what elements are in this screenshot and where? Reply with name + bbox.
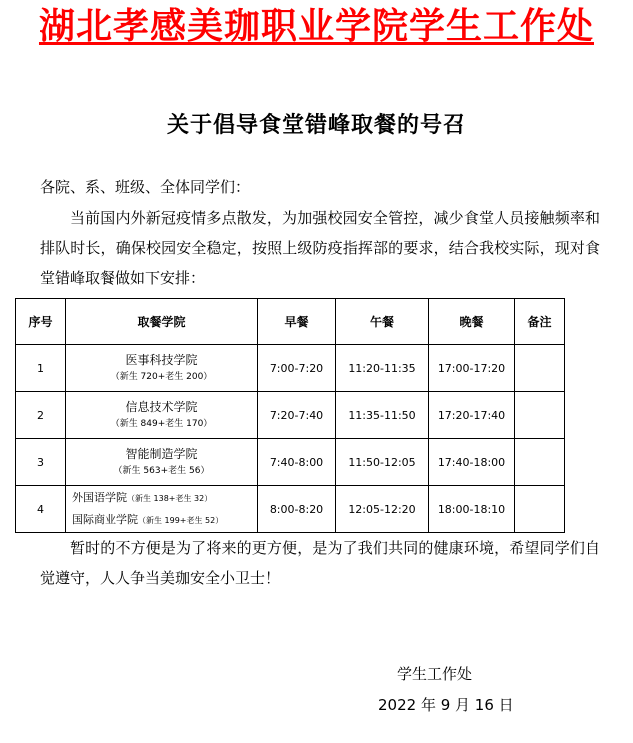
intro-paragraph: 当前国内外新冠疫情多点散发，为加强校园安全管控，减少食堂人员接触频率和排队时长，确保校园安全稳定，按照上级防疫指挥部的要求，结合我校实际，现对食堂错峰取餐做如下安排： [40, 209, 600, 287]
letterhead [0, 4, 633, 50]
row-breakfast: 7:00-7:20 [258, 345, 336, 392]
table-row [16, 345, 565, 392]
college-name: 国际商业学院 [72, 513, 138, 526]
college-note: （新生 199+老生 52） [138, 516, 224, 525]
row-dinner: 18:00-18:10 [429, 486, 515, 533]
row-dinner: 17:40-18:00 [429, 439, 515, 486]
row-dinner: 17:20-17:40 [429, 392, 515, 439]
college-note: （新生 849+老生 170） [110, 419, 213, 429]
row-no: 3 [16, 439, 66, 486]
row-lunch: 11:50-12:05 [336, 439, 429, 486]
row-breakfast: 7:20-7:40 [258, 392, 336, 439]
college-note: （新生 138+老生 32） [127, 494, 213, 503]
header-no: 序号 [16, 299, 66, 345]
table-header-row [16, 299, 565, 345]
row-college [66, 345, 258, 392]
row-lunch: 11:35-11:50 [336, 392, 429, 439]
header-breakfast: 早餐 [258, 299, 336, 345]
header-college: 取餐学院 [66, 299, 258, 345]
row-breakfast: 8:00-8:20 [258, 486, 336, 533]
letterhead-title: 湖北孝感美珈职业学院学生工作处 [38, 6, 594, 47]
row-no: 4 [16, 486, 66, 533]
header-dinner: 晚餐 [429, 299, 515, 345]
signature-date: 2022 年 9 月 16 日 [378, 696, 514, 714]
row-remark [515, 486, 565, 533]
row-lunch: 12:05-12:20 [336, 486, 429, 533]
row-dinner: 17:00-17:20 [429, 345, 515, 392]
salutation: 各院、系、班级、全体同学们： [40, 178, 251, 196]
header-lunch: 午餐 [336, 299, 429, 345]
schedule-table [15, 298, 565, 533]
table-row [16, 392, 565, 439]
row-college [66, 439, 258, 486]
college-name: 医事科技学院 [125, 353, 198, 367]
signature-office: 学生工作处 [397, 665, 473, 683]
header-remark: 备注 [515, 299, 565, 345]
row-lunch: 11:20-11:35 [336, 345, 429, 392]
college-name: 信息技术学院 [125, 400, 198, 414]
document-title: 关于倡导食堂错峰取餐的号召 [166, 112, 466, 138]
row-remark [515, 439, 565, 486]
table-row [16, 439, 565, 486]
college-line [72, 487, 257, 509]
row-no: 1 [16, 345, 66, 392]
college-note: （新生 720+老生 200） [110, 372, 213, 382]
college-note: （新生 563+老生 56） [113, 466, 210, 476]
table-row [16, 486, 565, 533]
college-line [72, 509, 257, 531]
row-no: 2 [16, 392, 66, 439]
row-remark [515, 345, 565, 392]
college-name: 智能制造学院 [125, 447, 198, 461]
closing-paragraph: 暂时的不方便是为了将来的更方便，是为了我们共同的健康环境，希望同学们自觉遵守，人人争当美珈安全小卫士！ [40, 539, 600, 587]
row-college [66, 392, 258, 439]
row-remark [515, 392, 565, 439]
row-breakfast: 7:40-8:00 [258, 439, 336, 486]
row-college [66, 486, 258, 533]
college-name: 外国语学院 [72, 491, 127, 504]
